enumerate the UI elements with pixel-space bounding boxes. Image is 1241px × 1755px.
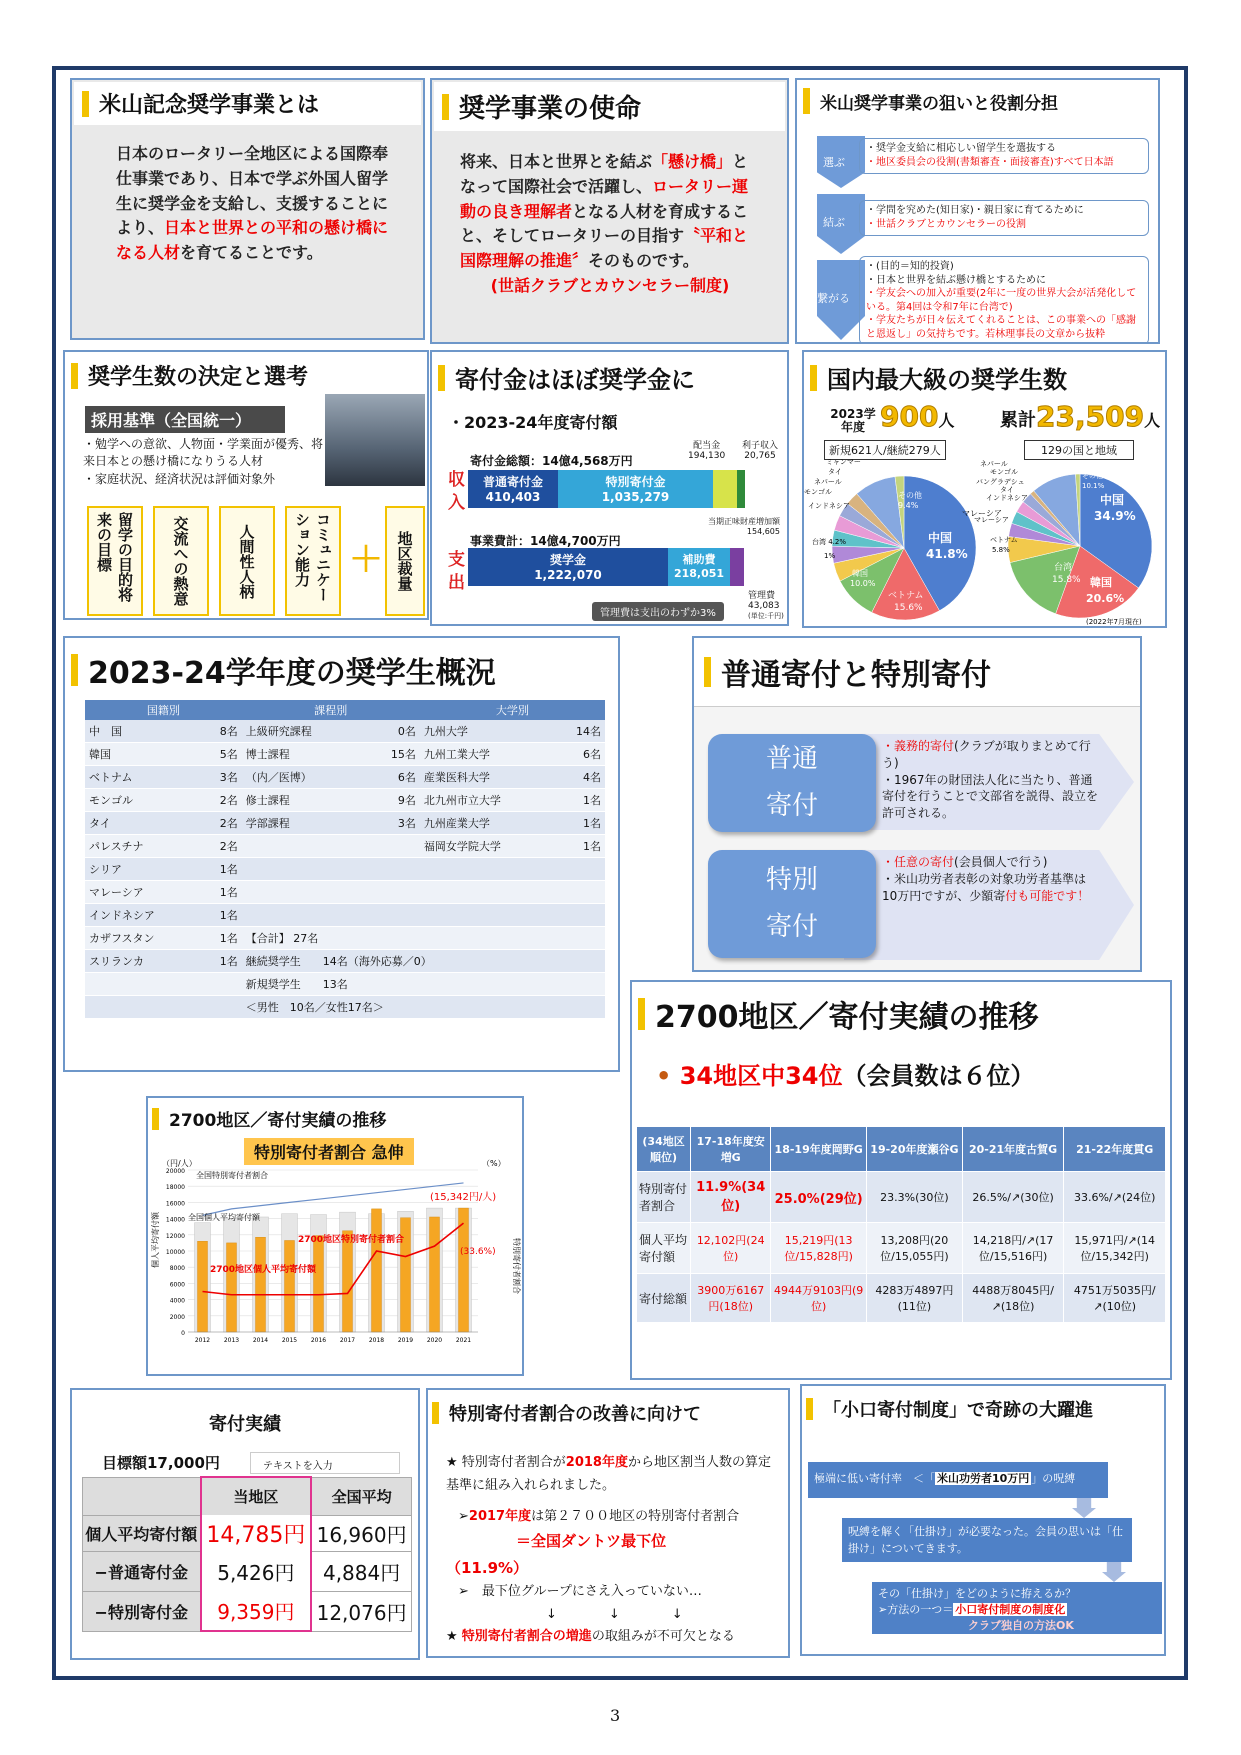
row-toku-national: 12,076円 xyxy=(311,1591,411,1631)
overview-row xyxy=(85,835,605,858)
x-tick-label: 2015 xyxy=(281,1337,298,1344)
pie2-label-taiwan: 台湾 xyxy=(1054,563,1073,573)
overview-cell: 九州産業大学 xyxy=(420,812,553,835)
cumulative: 累計23,509人 xyxy=(1000,400,1161,433)
pie2-label-korea-pct: 20.6% xyxy=(1086,592,1125,605)
panel-title: 米山奨学事業の狙いと役割分担 xyxy=(803,88,1058,114)
nationality-pies xyxy=(804,458,1165,628)
bar-district-avg xyxy=(198,1241,208,1332)
y-tick-label: 12000 xyxy=(165,1232,185,1240)
overview-cell: 1名 xyxy=(201,950,242,973)
overview-row xyxy=(85,927,605,950)
overview-cell xyxy=(553,881,605,904)
overview-cell: ＜男性 10名／女性17名＞ xyxy=(242,996,605,1019)
overview-cell: 1名 xyxy=(201,927,242,950)
mission-body: 将来、日本と世界とを結ぶ「懸け橋」となって国際社会で活躍し、ロータリー運動の良き理解者となる人材を育成すること、そしてロータリーの目指す〝平和と国際理解の推進〞そのものです。 (世話クラブとカウンセラー制度) xyxy=(460,152,749,295)
panel-small-donations xyxy=(800,1384,1166,1656)
line-national-ratio xyxy=(203,1183,464,1215)
overview-cell: 2名 xyxy=(201,835,242,858)
rank-line: • 34地区中34位（会員数は６位） xyxy=(656,1062,1035,1090)
trend-chart xyxy=(148,1158,522,1374)
role-box: ・(目的＝知的投資) ・日本と世界を結ぶ懸け橋とするために ・学友会への加入が重要(2年に一度の世界大会が活発化している。第4回は令和7年に台湾で) ・学友たちが日々伝えてくれることは、この事業への「感謝と恩返し」の気持ちです。若林理事長の文章から抜粋 xyxy=(859,256,1149,344)
panel-title: 「小口寄付制度」で奇跡の大躍進 xyxy=(806,1396,1093,1422)
pie1-label-thai: タイ xyxy=(828,468,842,476)
pie2-label-viet: ベトナム xyxy=(990,536,1018,544)
panel-scholar-overview xyxy=(63,636,620,1072)
trend-row xyxy=(637,1172,1166,1223)
panel-scholar-count xyxy=(802,350,1167,628)
bar-shougaku: 奨学金 1,222,070 xyxy=(468,548,668,586)
seimi-label: 当期正味財産増加額 154,605 xyxy=(708,517,780,536)
step-box-3: その「仕掛け」をどのように拵えるか？ ➢方法の一つ＝ 小口寄付制度の制度化 クラブ独自の方法OK xyxy=(872,1582,1162,1634)
overview-cell: 九州大学 xyxy=(420,720,553,743)
trend-cell: 15,971円/↗(14位/15,342円) xyxy=(1064,1223,1166,1274)
th-university: 大学別 xyxy=(495,704,529,717)
criterion-district: 地区裁量 xyxy=(385,506,425,616)
th-course: 課程別 xyxy=(314,704,348,717)
overview-cell xyxy=(420,927,553,950)
pie1-label-other: その他 xyxy=(898,491,922,500)
label-national-avg: 全国個人平均寄付額 xyxy=(188,1213,260,1222)
toku-pill: 特別寄付 xyxy=(708,850,876,958)
overview-cell: 6名 xyxy=(553,743,605,766)
panel-title: 寄付金はほぼ奨学金に xyxy=(438,360,695,395)
overview-cell: （内／医博） xyxy=(242,766,368,789)
trend-cell: 25.0%(29位) xyxy=(771,1172,867,1223)
row-futsu-national: 4,884円 xyxy=(311,1551,411,1591)
trend-cell: 個人平均寄付額 xyxy=(637,1223,691,1274)
step-box-2: 呪縛を解く「仕掛け」が必要なった。会員の思いは「仕掛け」についてきます。 xyxy=(842,1518,1132,1562)
trend-cell: 15,219円(13位/15,828円) xyxy=(771,1223,867,1274)
about-body: 日本のロータリー全地区による国際奉仕事業であり、日本で学ぶ外国人留学生に奨学金を支給し、支援することにより、日本と世界との平和の懸け橋になる人材を育てることです。 xyxy=(116,144,389,263)
overview-cell: 2名 xyxy=(201,812,242,835)
overview-row xyxy=(85,766,605,789)
overview-cell xyxy=(201,996,242,1019)
label-district-ratio: 2700地区特別寄付者割合 xyxy=(298,1235,405,1245)
y-tick-label: 2000 xyxy=(169,1313,185,1321)
pie1-label-mongol: モンゴル xyxy=(804,488,832,496)
role-label: 結ぶ xyxy=(823,216,845,229)
panel-district-trend-table xyxy=(630,980,1172,1380)
label-district-avg: 2700地区個人平均寄付額 xyxy=(210,1265,317,1275)
pie2-label-bangla: バングラデシュ xyxy=(976,478,1025,486)
target-amount: 目標額17,000円 xyxy=(102,1454,220,1472)
y-left-title: 個人平均寄付額 xyxy=(151,1212,160,1268)
bar-district-avg xyxy=(314,1236,324,1332)
x-tick-label: 2021 xyxy=(455,1337,472,1344)
pie2-label-taiwan-pct: 15.8% xyxy=(1052,575,1081,585)
y-tick-label: 10000 xyxy=(165,1249,185,1256)
panel-title: 普通寄付と特別寄付 xyxy=(694,638,1140,707)
x-tick-label: 2014 xyxy=(252,1337,269,1344)
panel-selection xyxy=(63,350,429,620)
row-avg-label: 個人平均寄付額 xyxy=(83,1515,201,1551)
row-toku-label: −特別寄付金 xyxy=(83,1591,201,1631)
overview-row xyxy=(85,858,605,881)
overview-row xyxy=(85,789,605,812)
overview-cell: 15名 xyxy=(368,743,420,766)
results-table xyxy=(82,1476,412,1632)
row-toku-district: 9,359円 xyxy=(201,1591,312,1631)
pie2-label-nepal: ネパール xyxy=(980,460,1008,468)
x-tick-label: 2018 xyxy=(368,1337,385,1344)
overview-row xyxy=(85,720,605,743)
criterion-goal: 留学の目的将来の目標 xyxy=(87,506,143,616)
page-number: 3 xyxy=(610,1706,621,1725)
trend-col-header: 21-22年度貫G xyxy=(1064,1127,1166,1172)
bar-haitou xyxy=(713,470,737,508)
overview-row xyxy=(85,996,605,1019)
overview-cell xyxy=(420,881,553,904)
y-tick-label: 0 xyxy=(181,1330,185,1337)
pie2-label-viet-pct: 5.8% xyxy=(992,546,1010,554)
pie1-label-taiwan: 台湾 4.2% xyxy=(812,538,847,546)
criteria-bullets: ・勉学への意欲、人物面・学業面が優秀、将来日本との懸け橋になりうる人材 ・家庭状況、経済状況は評価対象外 xyxy=(83,437,324,486)
y-tick-label: 20000 xyxy=(165,1168,185,1175)
pie2-label-china-pct: 34.9% xyxy=(1094,509,1136,523)
results-title: 寄付実績 xyxy=(209,1414,281,1435)
overview-cell: 2名 xyxy=(201,789,242,812)
trend-col-header: 19-20年度瀬谷G xyxy=(867,1127,963,1172)
bar-district-avg xyxy=(285,1240,295,1332)
overview-cell: 0名 xyxy=(368,720,420,743)
overview-cell xyxy=(368,904,420,927)
bar-hojo: 補助費 218,051 xyxy=(668,548,730,586)
trend-row xyxy=(637,1274,1166,1323)
trend-cell: 3900万6167円(18位) xyxy=(691,1274,771,1323)
overview-cell: 上級研究課程 xyxy=(242,720,368,743)
y-tick-label: 16000 xyxy=(165,1200,185,1208)
overview-cell xyxy=(553,858,605,881)
overview-cell: 福岡女学院大学 xyxy=(420,835,553,858)
trend-cell: 寄付総額 xyxy=(637,1274,691,1323)
overview-cell xyxy=(201,973,242,996)
panel-title: 特別寄付者割合の改善に向けて xyxy=(432,1400,701,1426)
pie1-label-china-pct: 41.8% xyxy=(926,547,968,561)
overview-cell: インドネシア xyxy=(85,904,201,927)
kanri-note: 管理費は支出のわずか3% xyxy=(592,602,724,621)
bar-district-avg xyxy=(430,1217,440,1332)
pie-date: (2022年7月現在) xyxy=(1086,618,1142,626)
expense-label: 支出 xyxy=(444,550,464,596)
overview-cell: パレスチナ xyxy=(85,835,201,858)
overview-cell xyxy=(85,996,201,1019)
overview-cell: 5名 xyxy=(201,743,242,766)
label-national-ratio: 全国特別寄付者割合 xyxy=(196,1171,268,1180)
overview-cell xyxy=(85,973,201,996)
row-avg-national: 16,960円 xyxy=(311,1515,411,1551)
pie2-label-thai: タイ xyxy=(1000,486,1014,494)
overview-cell xyxy=(242,904,368,927)
step-arrow-2 xyxy=(1102,1562,1126,1582)
pie-cumulative xyxy=(1008,474,1152,618)
panel-trend-chart xyxy=(146,1096,524,1376)
pie2-label-korea: 韓国 xyxy=(1090,576,1112,589)
overview-table xyxy=(85,700,605,1019)
trend-cell: 11.9%(34位) xyxy=(691,1172,771,1223)
overview-row xyxy=(85,743,605,766)
panel-mission xyxy=(430,78,789,344)
trend-cell: 13,208円(20位/15,055円) xyxy=(867,1223,963,1274)
trend-cell: 26.5%/↗(30位) xyxy=(962,1172,1064,1223)
overview-cell xyxy=(242,881,368,904)
y-tick-label: 14000 xyxy=(165,1216,185,1224)
bar-futsu: 普通寄付金 410,403 xyxy=(468,470,558,508)
trend-col-header: 17-18年度安増G xyxy=(691,1127,771,1172)
overview-cell xyxy=(368,881,420,904)
pie1-label-other-pct: 9.4% xyxy=(898,501,919,510)
overview-row xyxy=(85,812,605,835)
criterion-character: 人間性人柄 xyxy=(219,506,275,616)
overview-cell xyxy=(553,927,605,950)
overview-cell: シリア xyxy=(85,858,201,881)
x-tick-label: 2013 xyxy=(223,1337,240,1344)
trend-col-header: 18-19年度岡野G xyxy=(771,1127,867,1172)
overview-cell: 4名 xyxy=(553,766,605,789)
x-tick-label: 2017 xyxy=(339,1337,356,1344)
y-tick-label: 6000 xyxy=(169,1281,185,1289)
pie1-label-viet-pct: 15.6% xyxy=(894,603,923,613)
kanri-label: 管理費 43,083 (単位:千円) xyxy=(748,591,784,620)
expense-total: 事業費計：14億4,700万円 xyxy=(470,534,621,548)
pie1-label-indo: インドネシア xyxy=(808,502,850,510)
income-label: 収入 xyxy=(444,470,464,516)
year-label: 2023学年度 xyxy=(830,407,876,435)
panel-title: 奨学事業の使命 xyxy=(434,82,785,131)
bar-tokubetsu: 特別寄付金 1,035,279 xyxy=(558,470,713,508)
futsu-pill: 普通寄付 xyxy=(708,734,876,832)
trend-cell: 12,102円(24位) xyxy=(691,1223,771,1274)
income-total: 寄付金総額：14億4,568万円 xyxy=(470,454,633,468)
risoku-label: 利子収入 20,765 xyxy=(742,441,779,461)
trend-cell: 4488万8045円/↗(18位) xyxy=(962,1274,1064,1323)
overview-cell: カザフスタン xyxy=(85,927,201,950)
overview-cell: 博士課程 xyxy=(242,743,368,766)
overview-cell: 8名 xyxy=(201,720,242,743)
pie1-label-malay-pct: 1% xyxy=(824,552,836,560)
overview-cell: 【合計】 27名 xyxy=(242,927,368,950)
bar-district-avg xyxy=(227,1243,237,1332)
trend-cell: 4283万4897円(11位) xyxy=(867,1274,963,1323)
overview-cell xyxy=(553,904,605,927)
panel-title: 米山記念奨学事業とは xyxy=(74,82,421,125)
pie2-label-mongol: モンゴル xyxy=(990,468,1018,476)
overview-cell: 9名 xyxy=(368,789,420,812)
pie1-label-korea-pct: 10.0% xyxy=(850,579,876,588)
overview-row xyxy=(85,881,605,904)
countries: 129の国と地域 xyxy=(1024,440,1134,460)
col-national: 全国平均 xyxy=(311,1477,411,1515)
meeting-photo xyxy=(325,394,425,486)
criterion-communication: コミュニケーション能力 xyxy=(285,506,341,616)
pie2-label-indo: インドネシア xyxy=(986,494,1028,502)
chart-banner: 特別寄付者割合 急伸 xyxy=(244,1138,414,1165)
criteria-banner: 採用基準（全国統一） xyxy=(85,406,285,433)
panel-yoneyama-about xyxy=(70,78,425,340)
panel-roles xyxy=(795,78,1160,344)
pie2-label-other-pct: 10.1% xyxy=(1082,482,1105,490)
panel-title: 国内最大級の奨学生数 xyxy=(810,360,1067,395)
trend-table xyxy=(636,1126,1166,1323)
overview-cell: 1名 xyxy=(553,812,605,835)
overview-cell: 中 国 xyxy=(85,720,201,743)
col-district: 当地区 xyxy=(201,1477,312,1515)
pie1-label-korea: 韓国 xyxy=(852,569,868,578)
trend-cell: 4751万5035円/↗(10位) xyxy=(1064,1274,1166,1323)
trend-cell: 33.6%/↗(24位) xyxy=(1064,1172,1166,1223)
trend-cell: 特別寄付者割合 xyxy=(637,1172,691,1223)
panel-title: 2700地区／寄付実績の推移 xyxy=(638,992,1039,1036)
overview-cell: 3名 xyxy=(368,812,420,835)
y-tick-label: 18000 xyxy=(165,1184,185,1192)
textbox-placeholder[interactable]: テキストを入力 xyxy=(250,1452,400,1474)
th-nationality: 国籍別 xyxy=(146,704,180,717)
panel-improvement xyxy=(426,1388,790,1658)
trend-col-header: 20-21年度古賀G xyxy=(962,1127,1064,1172)
overview-cell: 学部課程 xyxy=(242,812,368,835)
role-label: 選ぶ xyxy=(823,156,845,169)
overview-row xyxy=(85,973,605,996)
overview-cell: 九州工業大学 xyxy=(420,743,553,766)
panel-donation-types xyxy=(692,636,1142,972)
toku-text: ・任意の寄付(会員個人で行う) ・米山功労者表彰の対象功労者基準は10万円ですが、少額寄付も可能です！ xyxy=(882,855,1090,903)
overview-cell xyxy=(368,835,420,858)
bar-district-avg xyxy=(372,1209,382,1332)
plus-sign: ＋ xyxy=(349,540,383,580)
role-box: ・奨学金支給に相応しい留学生を選抜する ・地区委員会の役割(書類審査・面接審査)すべて日本語 xyxy=(859,138,1149,174)
overview-cell: 1名 xyxy=(201,881,242,904)
pie1-label-nepal: ネパール xyxy=(814,478,842,486)
panel-title: 2700地区／寄付実績の推移 xyxy=(152,1106,386,1131)
panel-title: 奨学生数の決定と選考 xyxy=(71,360,308,391)
panel-donations-flow xyxy=(430,350,789,626)
step-box-1: 極端に低い寄付率 ＜「 米山功労者10万円 」の呪縛 xyxy=(808,1462,1108,1498)
overview-cell xyxy=(420,858,553,881)
role-box: ・学問を究めた(知日家)・親日家に育てるために ・世話クラブとカウンセラーの役割 xyxy=(859,200,1149,236)
pie2-label-other: その他 xyxy=(1082,472,1103,480)
scholar-count: 900人 xyxy=(880,400,955,433)
pie1-label-viet: ベトナム xyxy=(888,591,924,601)
row-avg-district: 14,785円 xyxy=(201,1515,312,1551)
overview-cell xyxy=(420,904,553,927)
overview-cell: 産業医科大学 xyxy=(420,766,553,789)
y-right-unit: （%） xyxy=(482,1159,506,1168)
overview-cell xyxy=(242,835,368,858)
pie1-label-myanmar: ミャンマー xyxy=(826,458,861,466)
x-tick-label: 2020 xyxy=(426,1337,443,1344)
overview-cell: モンゴル xyxy=(85,789,201,812)
role-label: 繋がる xyxy=(817,292,850,305)
bar-risoku xyxy=(737,470,745,508)
overview-cell xyxy=(368,927,420,950)
row-futsu-label: −普通寄付金 xyxy=(83,1551,201,1591)
panel-donation-results xyxy=(70,1388,420,1660)
new-continuing: 新規621人/継続279人 xyxy=(824,440,946,460)
criterion-enthusiasm: 交流への熱意 xyxy=(153,506,209,616)
line-district-ratio xyxy=(203,1223,464,1295)
bar-district-avg xyxy=(256,1237,266,1332)
x-tick-label: 2016 xyxy=(310,1337,327,1344)
pie2-label-china: 中国 xyxy=(1100,493,1125,507)
overview-cell: 14名 xyxy=(553,720,605,743)
overview-cell: 6名 xyxy=(368,766,420,789)
overview-cell: ベトナム xyxy=(85,766,201,789)
improvement-body: ★ 特別寄付者割合が2018年度から地区割当人数の算定基準に組み入れられました。 ➢2017年度は第２７００地区の特別寄付者割合 ＝全国ダントツ最下位 （11.9%） ➢ 最下位グループにさえ入っていない… ↓ ↓ ↓ ★ 特別寄付者割合の増進の取組みが不可欠となる xyxy=(446,1455,771,1645)
overview-cell: スリランカ xyxy=(85,950,201,973)
x-tick-label: 2012 xyxy=(194,1337,211,1344)
trend-cell: 14,218円/↗(17位/15,516円) xyxy=(962,1223,1064,1274)
annotation-ratio: (33.6%) xyxy=(460,1247,496,1257)
overview-cell: 3名 xyxy=(201,766,242,789)
trend-row xyxy=(637,1223,1166,1274)
y-tick-label: 8000 xyxy=(169,1265,185,1273)
trend-cell: 4944万9103円(9位) xyxy=(771,1274,867,1323)
overview-cell: 1名 xyxy=(553,789,605,812)
overview-cell: タイ xyxy=(85,812,201,835)
pie1-label-china: 中国 xyxy=(928,531,953,545)
overview-row xyxy=(85,950,605,973)
haitou-label: 配当金 194,130 xyxy=(688,441,726,461)
overview-cell: 1名 xyxy=(201,904,242,927)
futsu-text: ・義務的寄付(クラブが取りまとめて行う) ・1967年の財団法人化に当たり、普通寄付を行うことで文部省を説得、設立を許可される。 xyxy=(882,739,1099,821)
pie2-label-malay: マレーシア xyxy=(974,516,1009,524)
annotation-avg: (15,342円/人) xyxy=(430,1192,497,1203)
overview-cell xyxy=(368,858,420,881)
overview-cell: 韓国 xyxy=(85,743,201,766)
overview-cell: 1名 xyxy=(201,858,242,881)
overview-cell: 継続奨学生 14名（海外応募／0） xyxy=(242,950,605,973)
trend-cell: 23.3%(30位) xyxy=(867,1172,963,1223)
overview-row xyxy=(85,904,605,927)
overview-cell: 修士課程 xyxy=(242,789,368,812)
step-arrow-1 xyxy=(1072,1498,1096,1518)
y-left-unit: （円/人） xyxy=(162,1159,197,1168)
panel-title: 2023-24学年度の奨学生概況 xyxy=(71,648,496,692)
overview-cell: 1名 xyxy=(553,835,605,858)
y-right-title: 特別寄付者割合 xyxy=(512,1238,521,1294)
trend-col-header: (34地区順位) xyxy=(637,1127,691,1172)
bar-kanri xyxy=(730,548,744,586)
pie1-label-malay: マレーシア xyxy=(962,509,1002,518)
bar-district-avg xyxy=(343,1231,353,1332)
overview-cell: 新規奨学生 13名 xyxy=(242,973,605,996)
y-tick-label: 4000 xyxy=(169,1297,185,1305)
fy-subtitle: ・2023-24年度寄付額 xyxy=(448,413,618,432)
overview-cell xyxy=(242,858,368,881)
overview-cell: マレーシア xyxy=(85,881,201,904)
overview-cell: 北九州市立大学 xyxy=(420,789,553,812)
x-tick-label: 2019 xyxy=(397,1337,414,1344)
row-futsu-district: 5,426円 xyxy=(201,1551,312,1591)
